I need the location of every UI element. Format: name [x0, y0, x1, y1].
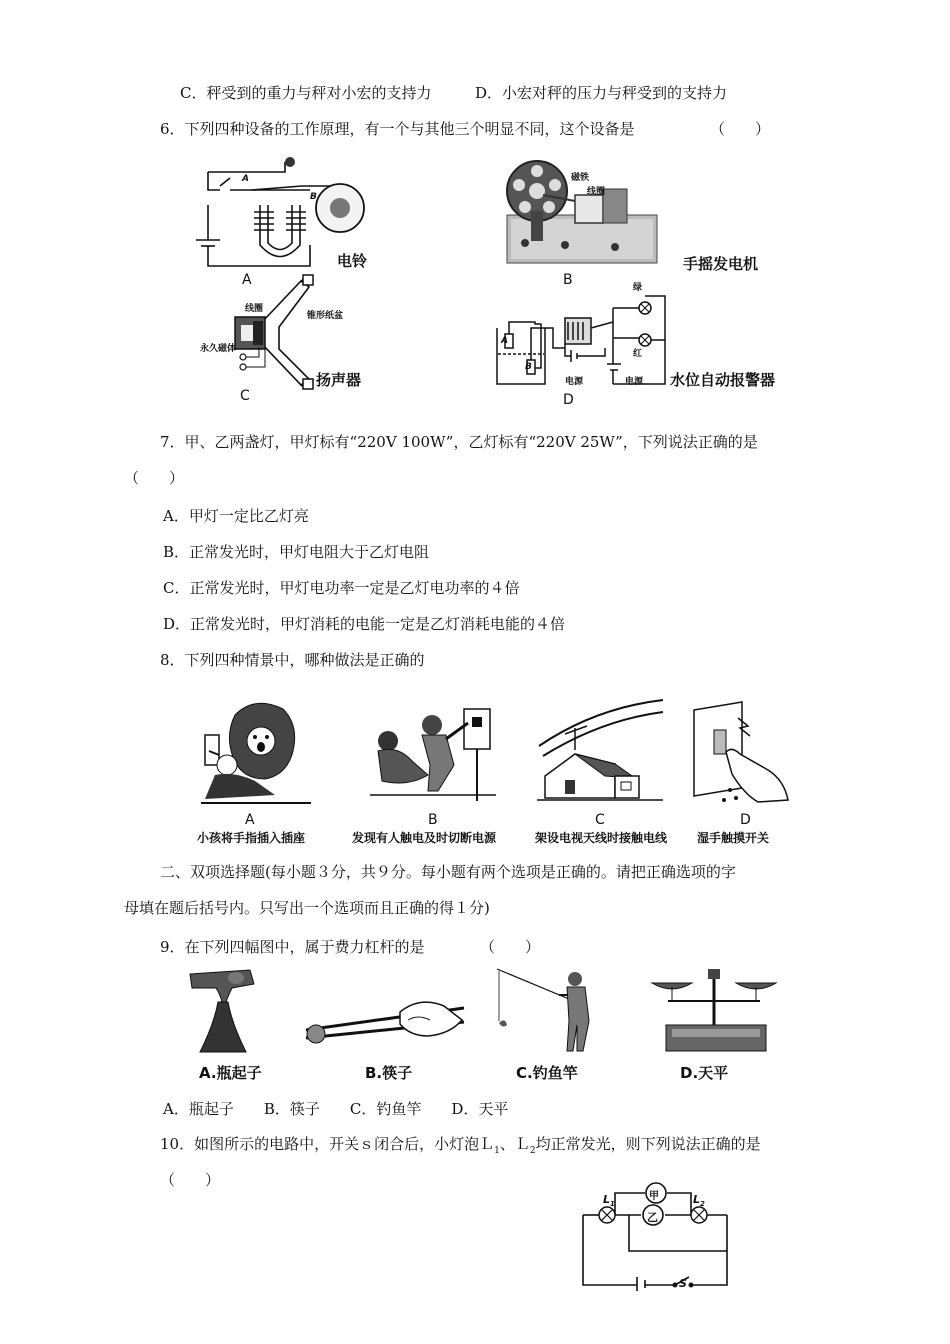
- fig-a-letter: A: [242, 272, 252, 288]
- q9-stem: 9．在下列四幅图中，属于费力杠杆的是: [160, 938, 425, 956]
- q7-option-d: D．正常发光时，甲灯消耗的电能一定是乙灯消耗电能的４倍: [163, 615, 566, 633]
- figure-fishing-rod: [493, 965, 603, 1057]
- q5-option-c: C．秤受到的重力与秤对小宏的支持力: [180, 84, 432, 102]
- q9-fig-d-caption: D.天平: [680, 1064, 729, 1082]
- fishing-rod-drawing: [493, 965, 603, 1057]
- figure-water-level-alarm: [495, 278, 680, 390]
- bell-label-b: B: [310, 192, 317, 202]
- q8-fig-c-letter: C: [595, 812, 605, 828]
- q7-option-c: C．正常发光时，甲灯电功率一定是乙灯电功率的４倍: [163, 579, 520, 597]
- alarm-label-red: 红: [633, 349, 643, 359]
- speaker-label-coil: 线圈: [245, 304, 264, 314]
- q8-fig-a-caption: 小孩将手指插入插座: [197, 831, 306, 845]
- figure-balance-scale: [648, 965, 778, 1057]
- circuit-lamp1-label: [603, 1193, 615, 1208]
- q9-blank: （ ）: [480, 938, 541, 956]
- q7-option-a: A．甲灯一定比乙灯亮: [163, 507, 309, 525]
- section2-instructions-line2: 母填在题后括号内。只写出一个选项而且正确的得１分): [124, 899, 490, 917]
- figure-wet-hand-switch: [688, 700, 793, 808]
- cut-power-drawing: [368, 695, 498, 807]
- q10-blank: （ ）: [160, 1171, 221, 1189]
- circuit-meter-mid: 乙: [647, 1211, 658, 1224]
- q9-options: A．瓶起子 B．筷子 C．钓鱼竿 D．天平: [163, 1100, 509, 1118]
- wet-hand-switch-drawing: [688, 700, 793, 808]
- q5-option-d: D．小宏对秤的压力与秤受到的支持力: [475, 84, 728, 102]
- q10-stem-post: 均正常发光，则下列说法正确的是: [535, 1135, 761, 1153]
- figure-bottle-opener: [180, 968, 270, 1056]
- q9-fig-b-caption: B.筷子: [365, 1064, 413, 1082]
- fig-c-letter: C: [240, 388, 250, 404]
- circuit-lamp1-sub: 1: [610, 1200, 615, 1209]
- bottle-opener-drawing: [180, 968, 270, 1056]
- q10-stem-pre: 10．如图所示的电路中，开关ｓ闭合后，小灯泡Ｌ: [160, 1135, 495, 1153]
- q7-stem: 7．甲、乙两盏灯，甲灯标有“220V 100W”，乙灯标有“220V 25W”，下列说法正确的是: [160, 433, 758, 451]
- q8-fig-c-caption: 架设电视天线时接触电线: [535, 831, 668, 845]
- speaker-label-cone: 锥形纸盆: [307, 311, 344, 321]
- alarm-label-power-1: 电源: [565, 377, 584, 387]
- q10-sub-2: 2: [529, 1146, 536, 1156]
- fig-d-letter: D: [563, 392, 574, 408]
- fig-d-caption: 水位自动报警器: [670, 371, 776, 389]
- q9-fig-a-caption: A.瓶起子: [199, 1064, 262, 1082]
- q10-stem: [160, 1134, 761, 1161]
- fig-c-caption: 扬声器: [316, 371, 362, 389]
- q8-fig-b-letter: B: [428, 812, 438, 828]
- section2-instructions-line1: 二、双项选择题(每小题３分，共９分。每小题有两个选项是正确的。请把正确选项的字: [160, 863, 736, 881]
- circuit-lamp2-sub: 2: [700, 1200, 705, 1209]
- q8-stem: 8．下列四种情景中，哪种做法是正确的: [160, 651, 425, 669]
- alarm-label-green: 绿: [633, 283, 643, 293]
- alarm-label-a: A: [501, 336, 508, 346]
- q8-fig-b-caption: 发现有人触电及时切断电源: [352, 831, 497, 845]
- fig-a-caption: 电铃: [337, 252, 368, 270]
- child-socket-drawing: [195, 695, 315, 807]
- q7-option-b: B．正常发光时，甲灯电阻大于乙灯电阻: [163, 543, 430, 561]
- q8-fig-d-letter: D: [740, 812, 751, 828]
- speaker-label-magnet: 永久磁体: [200, 344, 237, 354]
- loudspeaker-drawing: [195, 275, 325, 387]
- alarm-label-power-2: 电源: [625, 377, 644, 387]
- chopsticks-drawing: [300, 990, 470, 1050]
- water-level-alarm-drawing: [495, 278, 680, 390]
- tv-antenna-drawing: [535, 698, 665, 806]
- fig-b-caption: 手摇发电机: [683, 255, 759, 273]
- q8-fig-d-caption: 湿手触摸开关: [697, 831, 770, 845]
- generator-label-coil: 线圈: [587, 187, 606, 197]
- q10-sub-1: 1: [494, 1146, 500, 1156]
- q6-blank: （ ）: [710, 120, 771, 138]
- figure-child-finger-socket: [195, 695, 315, 807]
- figure-cut-power-supply: [368, 695, 498, 807]
- balance-scale-drawing: [648, 965, 778, 1057]
- circuit-lamp2-label: [693, 1193, 705, 1208]
- generator-label-magnet: 磁铁: [571, 173, 590, 183]
- fig-b-letter: B: [563, 272, 573, 288]
- figure-hand-generator: [505, 155, 665, 270]
- circuit-meter-top: 甲: [649, 1191, 659, 1202]
- q10-stem-sep: 、Ｌ: [499, 1135, 530, 1153]
- figure-chopsticks: [300, 990, 470, 1050]
- circuit-switch-label: S: [679, 1277, 687, 1290]
- q9-fig-c-caption: C.钓鱼竿: [516, 1064, 578, 1082]
- circuit-lamp1-letter: L: [603, 1193, 611, 1206]
- q6-stem: 6．下列四种设备的工作原理，有一个与其他三个明显不同，这个设备是: [160, 120, 635, 138]
- alarm-label-b: B: [525, 362, 532, 372]
- q7-blank: （ ）: [124, 469, 185, 487]
- figure-circuit-q10: [575, 1183, 735, 1293]
- q8-fig-a-letter: A: [245, 812, 255, 828]
- circuit-lamp2-letter: L: [693, 1193, 701, 1206]
- bell-label-a: A: [242, 174, 249, 184]
- figure-tv-antenna-wire: [535, 698, 665, 806]
